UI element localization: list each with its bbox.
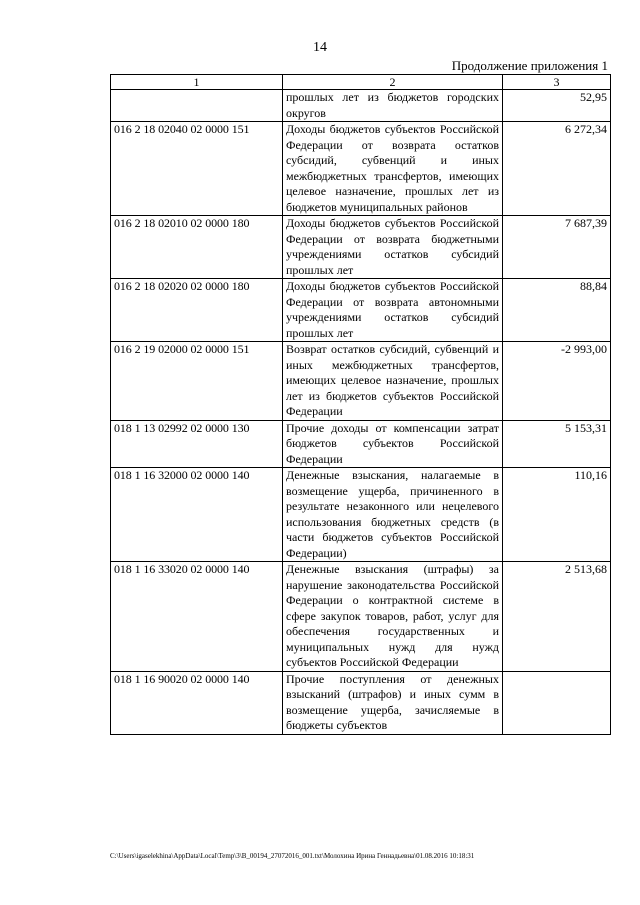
table-row [111, 468, 611, 562]
column-header-2: 2 [283, 75, 503, 90]
amount-value: 6 272,34 [503, 122, 611, 216]
income-description: Денежные взыскания (штрафы) за нарушение законодательства Российской Федерации о контрактной системе в сфере закупок товаров, работ, услуг для обеспечения государственных и муниципальных нужд для нужд субъектов Российской Федерации [283, 562, 503, 672]
amount-value: -2 993,00 [503, 342, 611, 421]
table-row [111, 279, 611, 342]
table-row [111, 90, 611, 122]
classification-code: 016 2 18 02040 02 0000 151 [111, 122, 283, 216]
classification-code: 016 2 18 02010 02 0000 180 [111, 216, 283, 279]
table-row [111, 216, 611, 279]
classification-code: 016 2 19 02000 02 0000 151 [111, 342, 283, 421]
column-header-3: 3 [503, 75, 611, 90]
amount-value [503, 671, 611, 734]
table-row [111, 122, 611, 216]
classification-code: 018 1 16 32000 02 0000 140 [111, 468, 283, 562]
amount-value: 52,95 [503, 90, 611, 122]
continuation-caption: Продолжение приложения 1 [451, 58, 608, 73]
classification-code: 018 1 13 02992 02 0000 130 [111, 420, 283, 468]
income-description: Возврат остатков субсидий, субвенций и иных межбюджетных трансфертов, имеющих целевое назначение, прошлых лет из бюджетов субъектов Российской Федерации [283, 342, 503, 421]
income-description: Прочие поступления от денежных взысканий (штрафов) и иных сумм в возмещение ущерба, зачисляемые в бюджеты субъектов [283, 671, 503, 734]
footer-file-path: C:\Users\igaselekhina\AppData\Local\Temp\3\B_00194_27072016_001.txt\Молохина Ирина Геннадьевна\01.08.2016 10:18:31 [110, 852, 475, 860]
income-description: Доходы бюджетов субъектов Российской Федерации от возврата автономными учреждениями остатков субсидий прошлых лет [283, 279, 503, 342]
column-header-1: 1 [111, 75, 283, 90]
classification-code: 018 1 16 90020 02 0000 140 [111, 671, 283, 734]
income-description: Доходы бюджетов субъектов Российской Федерации от возврата остатков субсидий, субвенций и иных межбюджетных трансфертов, имеющих целевое назначение, прошлых лет из бюджетов муниципальных районов [283, 122, 503, 216]
classification-code: 016 2 18 02020 02 0000 180 [111, 279, 283, 342]
table-row [111, 342, 611, 421]
classification-code [111, 90, 283, 122]
income-description: Доходы бюджетов субъектов Российской Федерации от возврата бюджетными учреждениями остатков субсидий прошлых лет [283, 216, 503, 279]
amount-value: 7 687,39 [503, 216, 611, 279]
amount-value: 88,84 [503, 279, 611, 342]
amount-value: 2 513,68 [503, 562, 611, 672]
classification-code: 018 1 16 33020 02 0000 140 [111, 562, 283, 672]
income-description: прошлых лет из бюджетов городских округов [283, 90, 503, 122]
income-description: Денежные взыскания, налагаемые в возмещение ущерба, причиненного в результате незаконного или нецелевого использования бюджетных средств (в части бюджетов субъектов Российской Федерации) [283, 468, 503, 562]
page-number: 14 [313, 40, 327, 55]
revenue-table [110, 74, 611, 735]
amount-value: 110,16 [503, 468, 611, 562]
table-header-row [111, 75, 611, 90]
amount-value: 5 153,31 [503, 420, 611, 468]
table-row [111, 671, 611, 734]
table-row [111, 562, 611, 672]
income-description: Прочие доходы от компенсации затрат бюджетов субъектов Российской Федерации [283, 420, 503, 468]
table-row [111, 420, 611, 468]
